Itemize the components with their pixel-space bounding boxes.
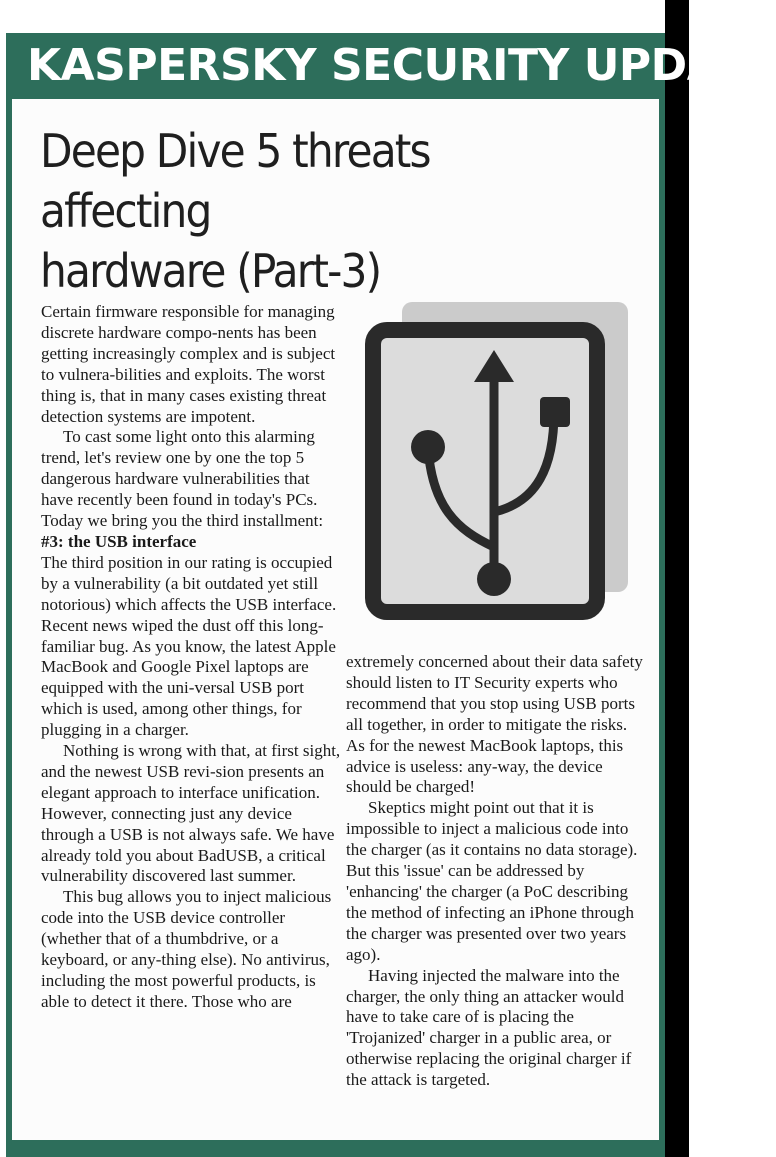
bottom-bar — [6, 1140, 665, 1157]
banner-title: KASPERSKY SECURITY UPDATE — [27, 40, 776, 91]
paragraph-intro: Certain firmware responsible for managing discrete hardware compo-nents has been getting increasingly complex and is subject to vulnera-bilities and exploits. The worst thing is, that in many cases existing threat detection systems are impotent. — [41, 302, 336, 426]
usb-right-node — [540, 397, 570, 427]
section-subheading: #3: the USB interface — [41, 531, 197, 551]
newsletter-frame — [6, 33, 776, 1157]
right-column — [346, 652, 646, 1091]
paragraph-trend: To cast some light onto this alarming trend, let's review one by one the top 5 dangerous hardware vulnerabilities that have recently been found in today's PCs. Today we bring you the third installment: — [41, 427, 324, 531]
usb-icon — [362, 302, 632, 642]
article-title — [40, 121, 592, 301]
paragraph-skeptics: Skeptics might point out that it is impossible to inject a malicious code into the charger (as it contains no data storage). But this 'issue' can be addressed by 'enhancing' the charger (a PoC describing the method of infecting an iPhone through the charger was presented over two years ago). — [346, 798, 638, 964]
paragraph-usb-position: The third position in our rating is occupied by a vulnerability (a bit outdated yet still notorious) which affects the USB interface. Recent news wiped the dust off this long-familiar bug. As you know, the latest Apple MacBook and Google Pixel laptops are equipped with the uni-versal USB port which is used, among other things, for plugging in a charger. — [41, 552, 337, 740]
usb-base-node — [477, 562, 511, 596]
right-edge-shadow — [665, 0, 689, 1157]
paragraph-bug-inject: This bug allows you to inject malicious code into the USB device controller (whether that of a thumbdrive, or a keyboard, or any-thing else). No antivirus, including the most powerful products, is able to detect it there. Those who are — [41, 887, 332, 1011]
usb-left-node — [411, 430, 445, 464]
paragraph-malware-charger: Having injected the malware into the charger, the only thing an attacker would have to take care of is placing the 'Trojanized' charger in a public area, or otherwise replacing the original charger if the attack is targeted. — [346, 965, 632, 1090]
left-column — [41, 302, 341, 1013]
paragraph-usb-revision: Nothing is wrong with that, at first sight, and the newest USB revi-sion presents an elegant approach to interface unification. However, connecting just any device through a USB is not always safe. We have already told you about BadUSB, a critical vulnerability discovered last summer. — [41, 741, 341, 886]
article-title-line-1: Deep Dive 5 threats affecting — [40, 124, 430, 238]
paragraph-experts: extremely concerned about their data safety should listen to IT Security experts who recommend that you stop using USB ports all together, in order to mitigate the risks. As for the newest MacBook laptops, this advice is useless: any-way, the device should be charged! — [346, 652, 643, 797]
article-page — [12, 99, 659, 1140]
article-title-line-2: hardware (Part-3) — [40, 244, 381, 298]
banner — [6, 33, 776, 99]
